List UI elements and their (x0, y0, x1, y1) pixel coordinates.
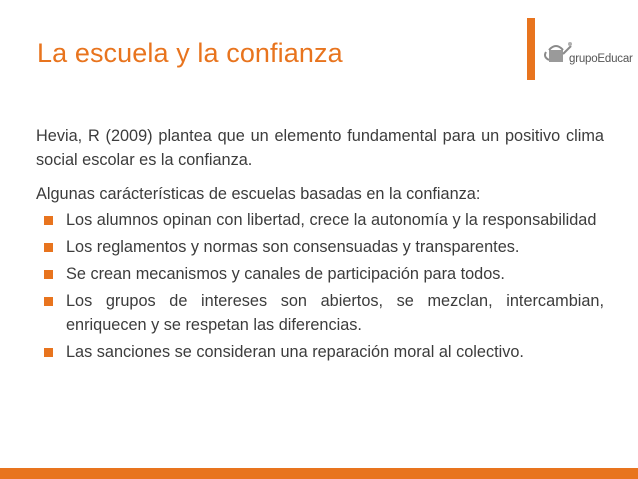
logo-accent-bar (527, 18, 535, 80)
list-item: Se crean mecanismos y canales de participación para todos. (36, 262, 604, 286)
list-item: Los grupos de intereses son abiertos, se mezclan, intercambian, enriquecen y se respetan las diferencias. (36, 289, 604, 337)
list-heading: Algunas carácterísticas de escuelas basadas en la confianza: (36, 185, 481, 203)
grupo-educar-logo (527, 18, 633, 80)
bottom-accent-bar (0, 468, 638, 479)
square-bullet-icon (44, 243, 53, 252)
list-item: Los alumnos opinan con libertad, crece la autonomía y la responsabilidad (36, 208, 604, 232)
bullet-list (36, 208, 604, 364)
square-bullet-icon (44, 348, 53, 357)
square-bullet-icon (44, 216, 53, 225)
intro-paragraph: Hevia, R (2009) plantea que un elemento fundamental para un positivo clima social escolar es la confianza. (36, 127, 604, 169)
list-item: Los reglamentos y normas son consensuadas y transparentes. (36, 235, 604, 259)
slide-title: La escuela y la confianza (37, 38, 343, 68)
square-bullet-icon (44, 297, 53, 306)
logo-text: grupoEducar (569, 53, 633, 65)
list-item: Las sanciones se consideran una reparación moral al colectivo. (36, 340, 604, 364)
slide-body (36, 124, 604, 367)
square-bullet-icon (44, 270, 53, 279)
